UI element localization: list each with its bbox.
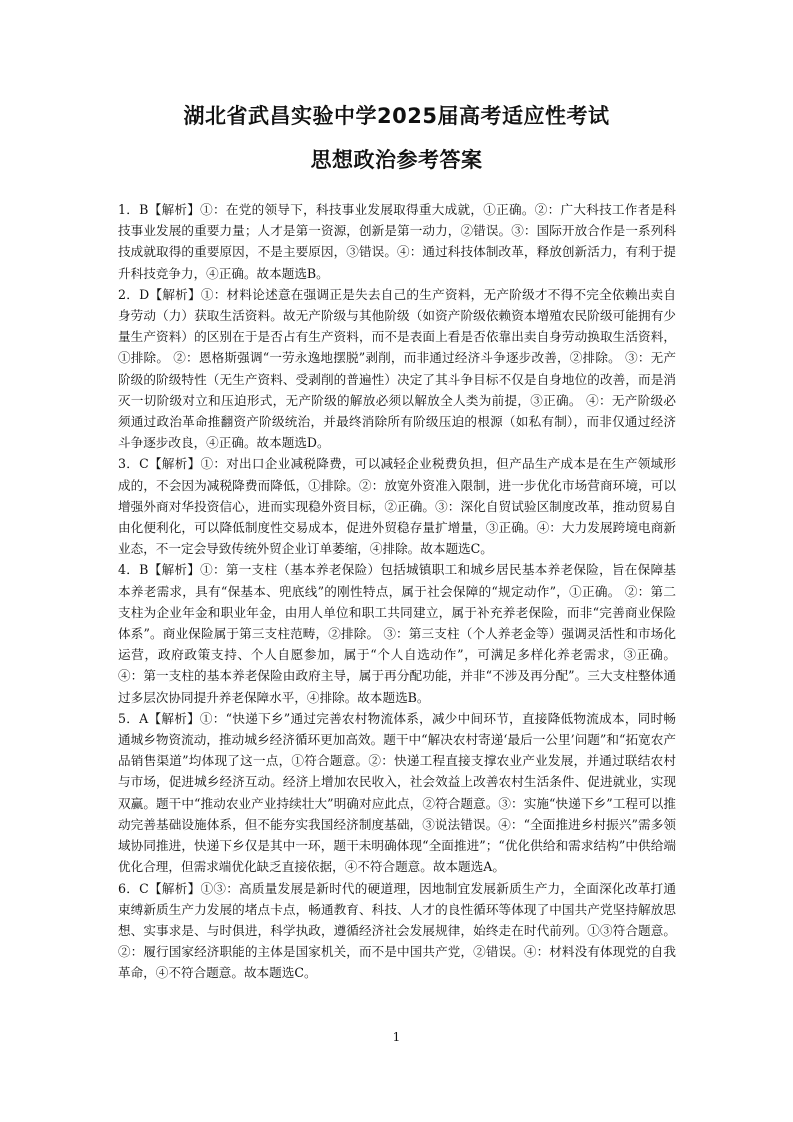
answer-item-2 xyxy=(118,284,676,454)
answer-number: 4．B xyxy=(118,562,149,578)
answer-explanation: 【解析】①：在党的领导下，科技事业发展取得重大成就，①正确。②：广大科技工作者是科技事业发展的重要力量；人才是第一资源，创新是第一动力，②错误。③：国际开放合作是一系列科技成就取得的重要原因，不是主要原因，③错误。④：通过科技体制改革，释放创新活力，有利于提升科技竞争力，④正确。故本题选B。 xyxy=(118,202,676,281)
page-number: 1 xyxy=(392,1030,401,1044)
answer-item-6 xyxy=(118,878,676,984)
answer-key-title: 思想政治参考答案 xyxy=(310,148,483,172)
answer-number: 3．C xyxy=(118,456,149,472)
answer-item-4 xyxy=(118,559,676,707)
answer-number: 2．D xyxy=(118,286,150,302)
answer-list xyxy=(118,199,676,984)
answer-explanation: 【解析】①：对出口企业减税降费，可以减轻企业税费负担，但产品生产成本是在生产领域形成的，不会因为减税降费而降低，①排除。②：放宽外资准入限制，进一步优化市场营商环境，可以增强外商对华投资信心，进而实现稳外资目标，②正确。③：深化自贸试验区制度改革，推动贸易自由化便利化，可以降低制度性交易成本，促进外贸稳存量扩增量，③正确。④：大力发展跨境电商新业态，不一定会导致传统外贸企业订单萎缩，④排除。故本题选C。 xyxy=(118,456,677,557)
answer-item-3 xyxy=(118,453,676,559)
answer-explanation: 【解析】①：“快递下乡”通过完善农村物流体系，减少中间环节，直接降低物流成本，同时畅通城乡物资流动，推动城乡经济循环更加高效。题干中“解决农村寄递‘最后一公里’问题”和“拓宽农产品销售渠道”均体现了这一点，①符合题意。②：快递工程直接支撑农业产业发展，并通过联结农村与市场，促进城乡经济互动。经济上增加农民收入，社会效益上改善农村生活条件、促进就业，实现双赢。题干中“推动农业产业持续壮大”明确对应此点，②符合题意。③：实施“快递下乡”工程可以推动完善基础设施体系，但不能夯实我国经济制度基础，③说法错误。④：“全面推进乡村振兴”需多领域协同推进，快递下乡仅是其中一环，题干未明确体现“全面推进”；“优化供给和需求结构”中供给端优化合理，但需求端优化缺乏直接依据，④不符合题意。故本题选A。 xyxy=(118,710,676,875)
answer-number: 6．C xyxy=(118,880,149,896)
answer-item-1 xyxy=(118,199,676,284)
answer-number: 5．A xyxy=(118,710,149,726)
answer-item-5 xyxy=(118,708,676,878)
answer-explanation: 【解析】①③：高质量发展是新时代的硬道理，因地制宜发展新质生产力，全面深化改革打通束缚新质生产力发展的堵点卡点，畅通教育、科技、人才的良性循环等体现了中国共产党坚持解放思想、实事求是、与时俱进，科学执政，遵循经济社会发展规律，始终走在时代前列。①③符合题意。②：履行国家经济职能的主体是国家机关，而不是中国共产党，②错误。④：材料没有体现党的自我革命，④不符合题意。故本题选C。 xyxy=(118,880,677,981)
answer-explanation: 【解析】①：第一支柱（基本养老保险）包括城镇职工和城乡居民基本养老保险，旨在保障基本养老需求，具有“保基本、兜底线”的刚性特点，属于社会保障的“规定动作”，①正确。 ②：第二支柱为企业年金和职业年金，由用人单位和职工共同建立，属于补充养老保险，而非“完善商业保险体系”。商业保险属于第三支柱范畴，②排除。 ③：第三支柱（个人养老金等）强调灵活性和市场化运营，政府政策支持、个人自愿参加，属于“个人自选动作”，可满足多样化养老需求，③正确。 ④：第一支柱的基本养老保险由政府主导，属于再分配功能，并非“不涉及再分配”。三大支柱整体通过多层次协同提升养老保障水平，④排除。故本题选B。 xyxy=(118,562,676,705)
answer-explanation: 【解析】①：材料论述意在强调正是失去自己的生产资料，无产阶级才不得不完全依赖出卖自身劳动（力）获取生活资料。故无产阶级与其他阶级（如资产阶级依赖资本增殖农民阶级可能拥有少量生产资料）的区别在于是否占有生产资料，而不是表面上看是否依靠出卖自身劳动换取生活资料，①排除。 ②：恩格斯强调“一劳永逸地摆脱”剥削，而非通过经济斗争逐步改善，②排除。 ③：无产阶级的阶级特性（无生产资料、受剥削的普遍性）决定了其斗争目标不仅是自身地位的改善，而是消灭一切阶级对立和压迫形式，无产阶级的解放必须以解放全人类为前提，③正确。 ④：无产阶级必须通过政治革命推翻资产阶级统治，并最终消除所有阶级压迫的根源（如私有制），而非仅通过经济斗争逐步改良，④正确。故本题选D。 xyxy=(118,286,676,451)
answer-number: 1．B xyxy=(118,202,149,217)
exam-title: 湖北省武昌实验中学2025届高考适应性考试 xyxy=(183,104,610,128)
